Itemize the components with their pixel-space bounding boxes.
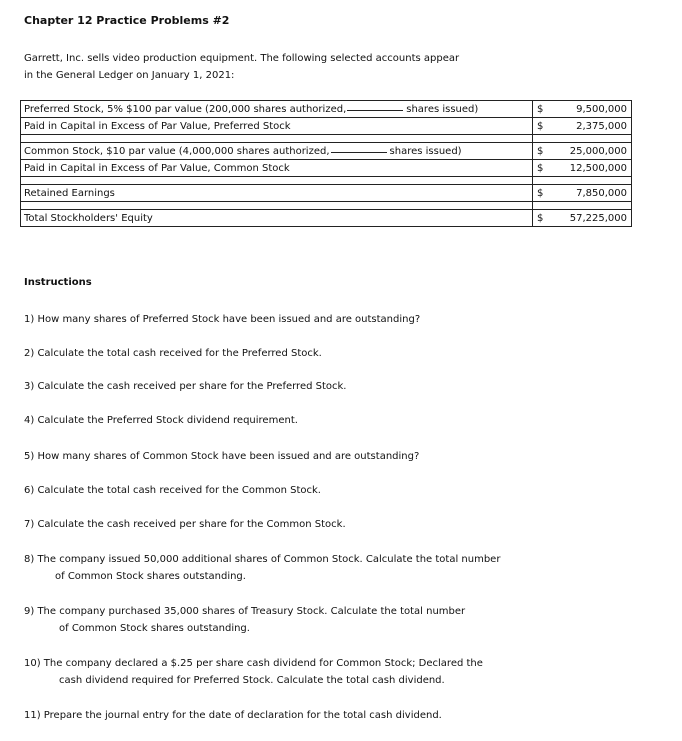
ledger-row-common-stock [21, 143, 632, 160]
dollar-sign: $ [533, 160, 557, 177]
account-label: Paid in Capital in Excess of Par Value, Common Stock [21, 160, 533, 177]
account-label [21, 101, 533, 118]
question-10 [24, 655, 483, 689]
intro-text [24, 50, 544, 84]
ledger-row-pic-preferred [21, 118, 632, 135]
instructions-heading: Instructions [24, 277, 92, 288]
dollar-sign: $ [533, 143, 557, 160]
question-4: 4) Calculate the Preferred Stock dividend requirement. [24, 415, 298, 426]
question-9-line-2: of Common Stock shares outstanding. [59, 623, 250, 634]
ledger-row-preferred-stock [21, 101, 632, 118]
question-8 [24, 551, 500, 585]
account-label: Retained Earnings [21, 185, 533, 202]
ledger-spacer-row [21, 177, 632, 185]
account-amount: 57,225,000 [556, 210, 632, 227]
dollar-sign: $ [533, 185, 557, 202]
account-amount: 2,375,000 [556, 118, 632, 135]
dollar-sign: $ [533, 101, 557, 118]
ledger-row-pic-common [21, 160, 632, 177]
shares-issued-blank [347, 110, 403, 111]
question-11: 11) Prepare the journal entry for the date of declaration for the total cash dividend. [24, 710, 442, 721]
account-label: Total Stockholders' Equity [21, 210, 533, 227]
question-9 [24, 603, 465, 637]
ledger-spacer-row [21, 135, 632, 143]
intro-line-1: Garrett, Inc. sells video production equipment. The following selected accounts appear [24, 53, 460, 64]
question-5: 5) How many shares of Common Stock have been issued and are outstanding? [24, 451, 420, 462]
page-title: Chapter 12 Practice Problems #2 [24, 14, 230, 27]
question-8-line-1: 8) The company issued 50,000 additional shares of Common Stock. Calculate the total number [24, 554, 501, 565]
account-label-text: Preferred Stock, 5% $100 par value (200,000 shares authorized, [24, 103, 347, 115]
question-9-line-1: 9) The company purchased 35,000 shares of Treasury Stock. Calculate the total number [24, 606, 466, 617]
account-amount: 25,000,000 [556, 143, 632, 160]
question-10-line-2: cash dividend required for Preferred Stock. Calculate the total cash dividend. [59, 675, 445, 686]
account-amount: 7,850,000 [556, 185, 632, 202]
shares-issued-blank [331, 152, 387, 153]
ledger-row-total-equity [21, 210, 632, 227]
ledger-row-retained-earnings [21, 185, 632, 202]
account-amount: 9,500,000 [556, 101, 632, 118]
question-8-line-2: of Common Stock shares outstanding. [55, 571, 246, 582]
question-6: 6) Calculate the total cash received for the Common Stock. [24, 485, 321, 496]
question-10-line-1: 10) The company declared a $.25 per share cash dividend for Common Stock; Declared the [24, 658, 483, 669]
question-2: 2) Calculate the total cash received for the Preferred Stock. [24, 348, 322, 359]
account-amount: 12,500,000 [556, 160, 632, 177]
shares-issued-text: shares issued) [389, 145, 462, 157]
question-7: 7) Calculate the cash received per share for the Common Stock. [24, 519, 346, 530]
dollar-sign: $ [533, 118, 557, 135]
shares-issued-text: shares issued) [406, 103, 479, 115]
account-label-text: Common Stock, $10 par value (4,000,000 shares authorized, [24, 145, 330, 157]
dollar-sign: $ [533, 210, 557, 227]
account-label: Paid in Capital in Excess of Par Value, Preferred Stock [21, 118, 533, 135]
ledger-preferred-group [20, 100, 632, 227]
question-1: 1) How many shares of Preferred Stock have been issued and are outstanding? [24, 314, 421, 325]
account-label [21, 143, 533, 160]
intro-line-2: in the General Ledger on January 1, 2021: [24, 70, 235, 81]
question-3: 3) Calculate the cash received per share for the Preferred Stock. [24, 381, 347, 392]
ledger-spacer-row [21, 202, 632, 210]
